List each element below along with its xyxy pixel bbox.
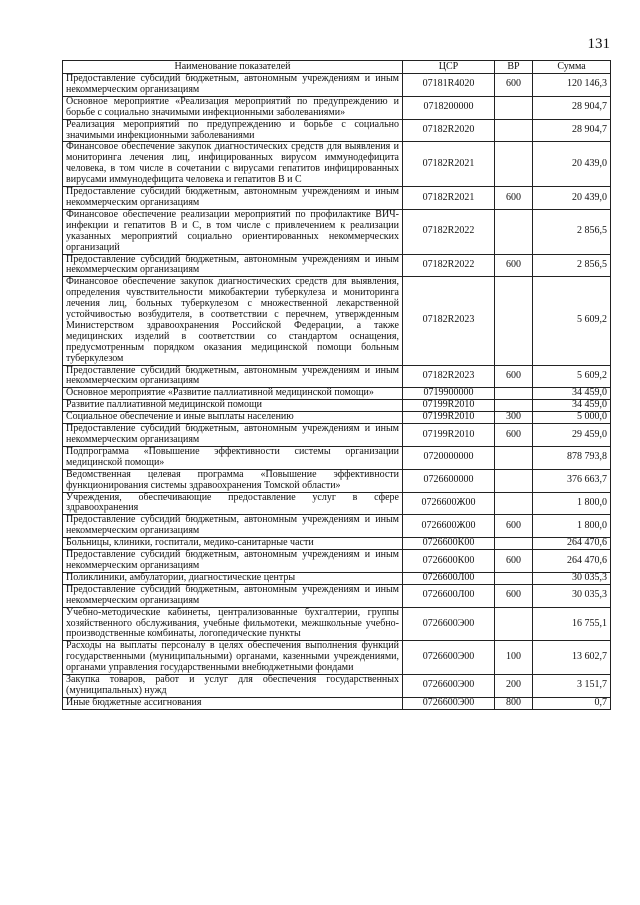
cell-csr: 0726600000 [403, 469, 495, 492]
cell-vr [495, 492, 533, 515]
cell-csr: 07182R2021 [403, 142, 495, 187]
cell-sum: 16 755,1 [533, 607, 611, 641]
cell-name: Реализация мероприятий по предупреждению и борьбе с социально значимыми инфекционными заболеваниями [63, 119, 403, 142]
table-row [63, 538, 611, 550]
cell-name: Ведомственная целевая программа «Повышение эффективности функционирования системы здравоохранения Томской области» [63, 469, 403, 492]
cell-name: Учебно-методические кабинеты, централизованные бухгалтерии, группы хозяйственного обслуживания, учебные фильмотеки, межшкольные учебно-производственные комбинаты, логопедические пункты [63, 607, 403, 641]
cell-vr: 200 [495, 675, 533, 698]
cell-vr [495, 572, 533, 584]
cell-sum: 3 151,7 [533, 675, 611, 698]
table-row [63, 424, 611, 447]
cell-csr: 07182R2023 [403, 365, 495, 388]
cell-sum: 34 459,0 [533, 400, 611, 412]
table-row [63, 119, 611, 142]
table-row [63, 388, 611, 400]
cell-csr: 07199R2010 [403, 412, 495, 424]
table-row [63, 277, 611, 365]
cell-sum: 264 470,6 [533, 538, 611, 550]
cell-name: Поликлиники, амбулатории, диагностические центры [63, 572, 403, 584]
table-row [63, 400, 611, 412]
cell-csr: 0719900000 [403, 388, 495, 400]
cell-name: Социальное обеспечение и иные выплаты населению [63, 412, 403, 424]
cell-sum: 30 035,3 [533, 572, 611, 584]
cell-vr [495, 538, 533, 550]
cell-csr: 07182R2022 [403, 254, 495, 277]
cell-sum: 5 609,2 [533, 277, 611, 365]
cell-name: Развитие паллиативной медицинской помощи [63, 400, 403, 412]
cell-name: Предоставление субсидий бюджетным, автономным учреждениям и иным некоммерческим организациям [63, 515, 403, 538]
cell-vr [495, 277, 533, 365]
cell-sum: 1 800,0 [533, 515, 611, 538]
cell-name: Финансовое обеспечение закупок диагностических средств для выявления и мониторинга лечения лиц, инфицированных вирусом иммунодефицита человека, в том числе в сочетании с вирусами гепатитов инфицированных вирусами иммунодефицита человека и гепатитов В и С [63, 142, 403, 187]
cell-name: Предоставление субсидий бюджетным, автономным учреждениям и иным некоммерческим организациям [63, 254, 403, 277]
table-row [63, 254, 611, 277]
cell-csr: 0718200000 [403, 96, 495, 119]
cell-sum: 30 035,3 [533, 584, 611, 607]
table-row [63, 607, 611, 641]
cell-csr: 0726600К00 [403, 550, 495, 573]
table-header-row [63, 61, 611, 74]
table-row [63, 412, 611, 424]
table-row [63, 572, 611, 584]
table-row [63, 446, 611, 469]
cell-csr: 07199R2010 [403, 424, 495, 447]
cell-sum: 376 663,7 [533, 469, 611, 492]
cell-name: Иные бюджетные ассигнования [63, 697, 403, 709]
header-name: Наименование показателей [63, 61, 403, 74]
cell-vr [495, 607, 533, 641]
cell-vr: 600 [495, 550, 533, 573]
cell-sum: 2 856,5 [533, 254, 611, 277]
cell-csr: 0726600К00 [403, 538, 495, 550]
header-vr: ВР [495, 61, 533, 74]
table-row [63, 469, 611, 492]
header-sum: Сумма [533, 61, 611, 74]
cell-csr: 07182R2021 [403, 187, 495, 210]
cell-csr: 0726600Э00 [403, 607, 495, 641]
cell-csr: 07182R2020 [403, 119, 495, 142]
cell-vr [495, 96, 533, 119]
cell-sum: 20 439,0 [533, 142, 611, 187]
cell-name: Расходы на выплаты персоналу в целях обеспечения выполнения функций государственными (муниципальными) органами, казенными учреждениями, органами управления государственными внебюджетными фондами [63, 641, 403, 675]
table-row [63, 142, 611, 187]
cell-vr [495, 119, 533, 142]
cell-vr: 100 [495, 641, 533, 675]
cell-sum: 878 793,8 [533, 446, 611, 469]
cell-csr: 07182R2023 [403, 277, 495, 365]
cell-vr [495, 142, 533, 187]
budget-table [62, 60, 611, 710]
cell-csr: 0720000000 [403, 446, 495, 469]
cell-vr [495, 388, 533, 400]
cell-name: Финансовое обеспечение закупок диагностических средств для выявления, определения чувствительности микобактерии туберкулеза и мониторинга лечения лиц, больных туберкулезом с множественной лекарственной устойчивостью возбудителя, в соответствии с перечнем, утвержденным Министерством здравоохранения Российской Федерации, а также медицинских изделий в соответствии со стандартом оснащения, предусмотренным порядком оказания медицинской помощи больным туберкулезом [63, 277, 403, 365]
header-csr: ЦСР [403, 61, 495, 74]
cell-vr [495, 209, 533, 254]
cell-sum: 2 856,5 [533, 209, 611, 254]
cell-csr: 0726600Ж00 [403, 492, 495, 515]
cell-sum: 29 459,0 [533, 424, 611, 447]
cell-sum: 28 904,7 [533, 96, 611, 119]
cell-name: Финансовое обеспечение реализации мероприятий по профилактике ВИЧ-инфекции и гепатитов В и С, в том числе с привлечением к реализации указанных мероприятий социально ориентированных некоммерческих организаций [63, 209, 403, 254]
cell-name: Больницы, клиники, госпитали, медико-санитарные части [63, 538, 403, 550]
cell-name: Учреждения, обеспечивающие предоставление услуг в сфере здравоохранения [63, 492, 403, 515]
table-row [63, 96, 611, 119]
cell-vr: 600 [495, 584, 533, 607]
cell-vr: 600 [495, 74, 533, 97]
table-row [63, 515, 611, 538]
cell-vr: 600 [495, 365, 533, 388]
table-row [63, 550, 611, 573]
table-row [63, 697, 611, 709]
table-row [63, 641, 611, 675]
page-number: 131 [587, 36, 610, 52]
cell-sum: 13 602,7 [533, 641, 611, 675]
cell-sum: 0,7 [533, 697, 611, 709]
cell-csr: 0726600Л00 [403, 572, 495, 584]
cell-csr: 07181R4020 [403, 74, 495, 97]
table-row [63, 492, 611, 515]
cell-sum: 264 470,6 [533, 550, 611, 573]
cell-sum: 5 000,0 [533, 412, 611, 424]
cell-vr: 300 [495, 412, 533, 424]
cell-name: Предоставление субсидий бюджетным, автономным учреждениям и иным некоммерческим организациям [63, 74, 403, 97]
cell-sum: 120 146,3 [533, 74, 611, 97]
cell-vr: 800 [495, 697, 533, 709]
cell-name: Предоставление субсидий бюджетным, автономным учреждениям и иным некоммерческим организациям [63, 584, 403, 607]
cell-vr: 600 [495, 515, 533, 538]
cell-csr: 0726600Л00 [403, 584, 495, 607]
cell-sum: 34 459,0 [533, 388, 611, 400]
cell-name: Предоставление субсидий бюджетным, автономным учреждениям и иным некоммерческим организациям [63, 550, 403, 573]
cell-csr: 07182R2022 [403, 209, 495, 254]
cell-csr: 07199R2010 [403, 400, 495, 412]
cell-vr: 600 [495, 187, 533, 210]
cell-sum: 5 609,2 [533, 365, 611, 388]
cell-sum: 28 904,7 [533, 119, 611, 142]
cell-sum: 20 439,0 [533, 187, 611, 210]
cell-vr: 600 [495, 254, 533, 277]
table-row [63, 209, 611, 254]
table-row [63, 74, 611, 97]
table-row [63, 584, 611, 607]
cell-name: Предоставление субсидий бюджетным, автономным учреждениям и иным некоммерческим организациям [63, 365, 403, 388]
cell-vr [495, 400, 533, 412]
cell-name: Подпрограмма «Повышение эффективности системы организации медицинской помощи» [63, 446, 403, 469]
cell-csr: 0726600Э00 [403, 675, 495, 698]
cell-name: Основное мероприятие «Реализация мероприятий по предупреждению и борьбе с социально значимыми инфекционными заболеваниями» [63, 96, 403, 119]
cell-name: Закупка товаров, работ и услуг для обеспечения государственных (муниципальных) нужд [63, 675, 403, 698]
cell-vr: 600 [495, 424, 533, 447]
cell-vr [495, 469, 533, 492]
table-row [63, 675, 611, 698]
cell-csr: 0726600Ж00 [403, 515, 495, 538]
cell-csr: 0726600Э00 [403, 641, 495, 675]
cell-vr [495, 446, 533, 469]
cell-name: Предоставление субсидий бюджетным, автономным учреждениям и иным некоммерческим организациям [63, 424, 403, 447]
cell-name: Предоставление субсидий бюджетным, автономным учреждениям и иным некоммерческим организациям [63, 187, 403, 210]
cell-csr: 0726600Э00 [403, 697, 495, 709]
table-row [63, 187, 611, 210]
table-row [63, 365, 611, 388]
cell-name: Основное мероприятие «Развитие паллиативной медицинской помощи» [63, 388, 403, 400]
cell-sum: 1 800,0 [533, 492, 611, 515]
